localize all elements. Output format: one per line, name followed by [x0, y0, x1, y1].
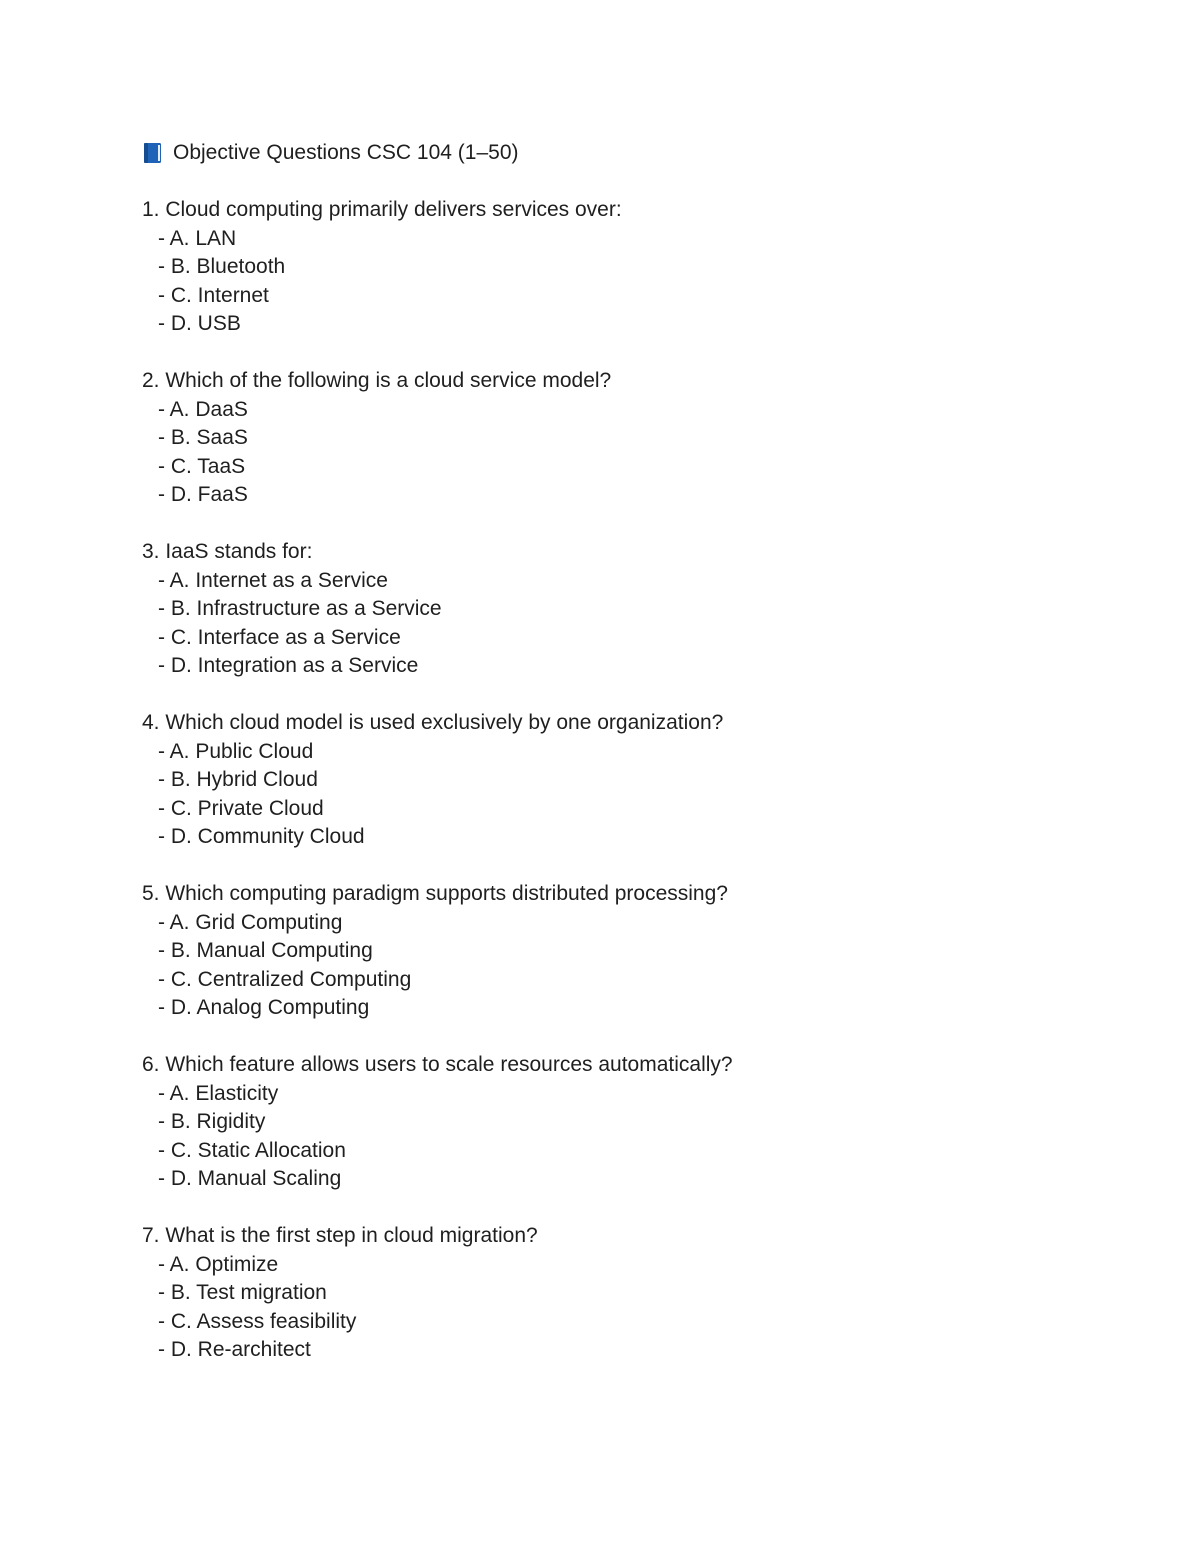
question-text: 2. Which of the following is a cloud service model?	[142, 369, 612, 392]
question-text: 7. What is the first step in cloud migration?	[142, 1224, 538, 1247]
option-c: - C. TaaS	[158, 454, 246, 478]
document-page	[142, 139, 1102, 1393]
option-d: - D. Re-architect	[158, 1338, 311, 1361]
document-title	[142, 139, 1102, 167]
option-c: - C. Static Allocation	[158, 1138, 346, 1162]
option-c: - C. Private Cloud	[158, 796, 324, 820]
option-a: - A. Optimize	[158, 1252, 279, 1276]
option-a: - A. Grid Computing	[158, 910, 343, 934]
option-b: - B. Hybrid Cloud	[158, 768, 318, 791]
option-a: - A. LAN	[158, 226, 237, 250]
option-c: - C. Internet	[158, 283, 269, 307]
question-3	[142, 538, 1102, 681]
question-4	[142, 709, 1102, 852]
option-c: - C. Centralized Computing	[158, 967, 412, 991]
question-text: 3. IaaS stands for:	[142, 540, 313, 563]
question-6	[142, 1051, 1102, 1194]
question-7	[142, 1222, 1102, 1365]
option-b: - B. Infrastructure as a Service	[158, 597, 442, 620]
option-d: - D. Community Cloud	[158, 825, 365, 848]
option-d: - D. Manual Scaling	[158, 1167, 342, 1190]
question-1	[142, 196, 1102, 339]
question-2	[142, 367, 1102, 510]
option-a: - A. Public Cloud	[158, 739, 314, 763]
option-d: - D. Analog Computing	[158, 996, 370, 1019]
option-a: - A. Elasticity	[158, 1081, 279, 1105]
blue-book-icon	[142, 142, 164, 164]
question-text: 5. Which computing paradigm supports distributed processing?	[142, 882, 728, 905]
option-d: - D. USB	[158, 312, 241, 335]
option-c: - C. Interface as a Service	[158, 625, 401, 649]
question-5	[142, 880, 1102, 1023]
question-text: 6. Which feature allows users to scale resources automatically?	[142, 1053, 733, 1076]
option-a: - A. DaaS	[158, 397, 248, 421]
question-text: 4. Which cloud model is used exclusively by one organization?	[142, 711, 724, 734]
option-d: - D. FaaS	[158, 483, 248, 506]
option-b: - B. Bluetooth	[158, 255, 286, 278]
question-text: 1. Cloud computing primarily delivers services over:	[142, 198, 622, 221]
option-b: - B. Rigidity	[158, 1110, 266, 1133]
document-title-text: Objective Questions CSC 104 (1–50)	[173, 141, 519, 164]
option-b: - B. Test migration	[158, 1281, 327, 1304]
option-d: - D. Integration as a Service	[158, 654, 419, 677]
option-b: - B. Manual Computing	[158, 939, 373, 962]
option-a: - A. Internet as a Service	[158, 568, 388, 592]
option-c: - C. Assess feasibility	[158, 1309, 357, 1333]
option-b: - B. SaaS	[158, 426, 248, 449]
